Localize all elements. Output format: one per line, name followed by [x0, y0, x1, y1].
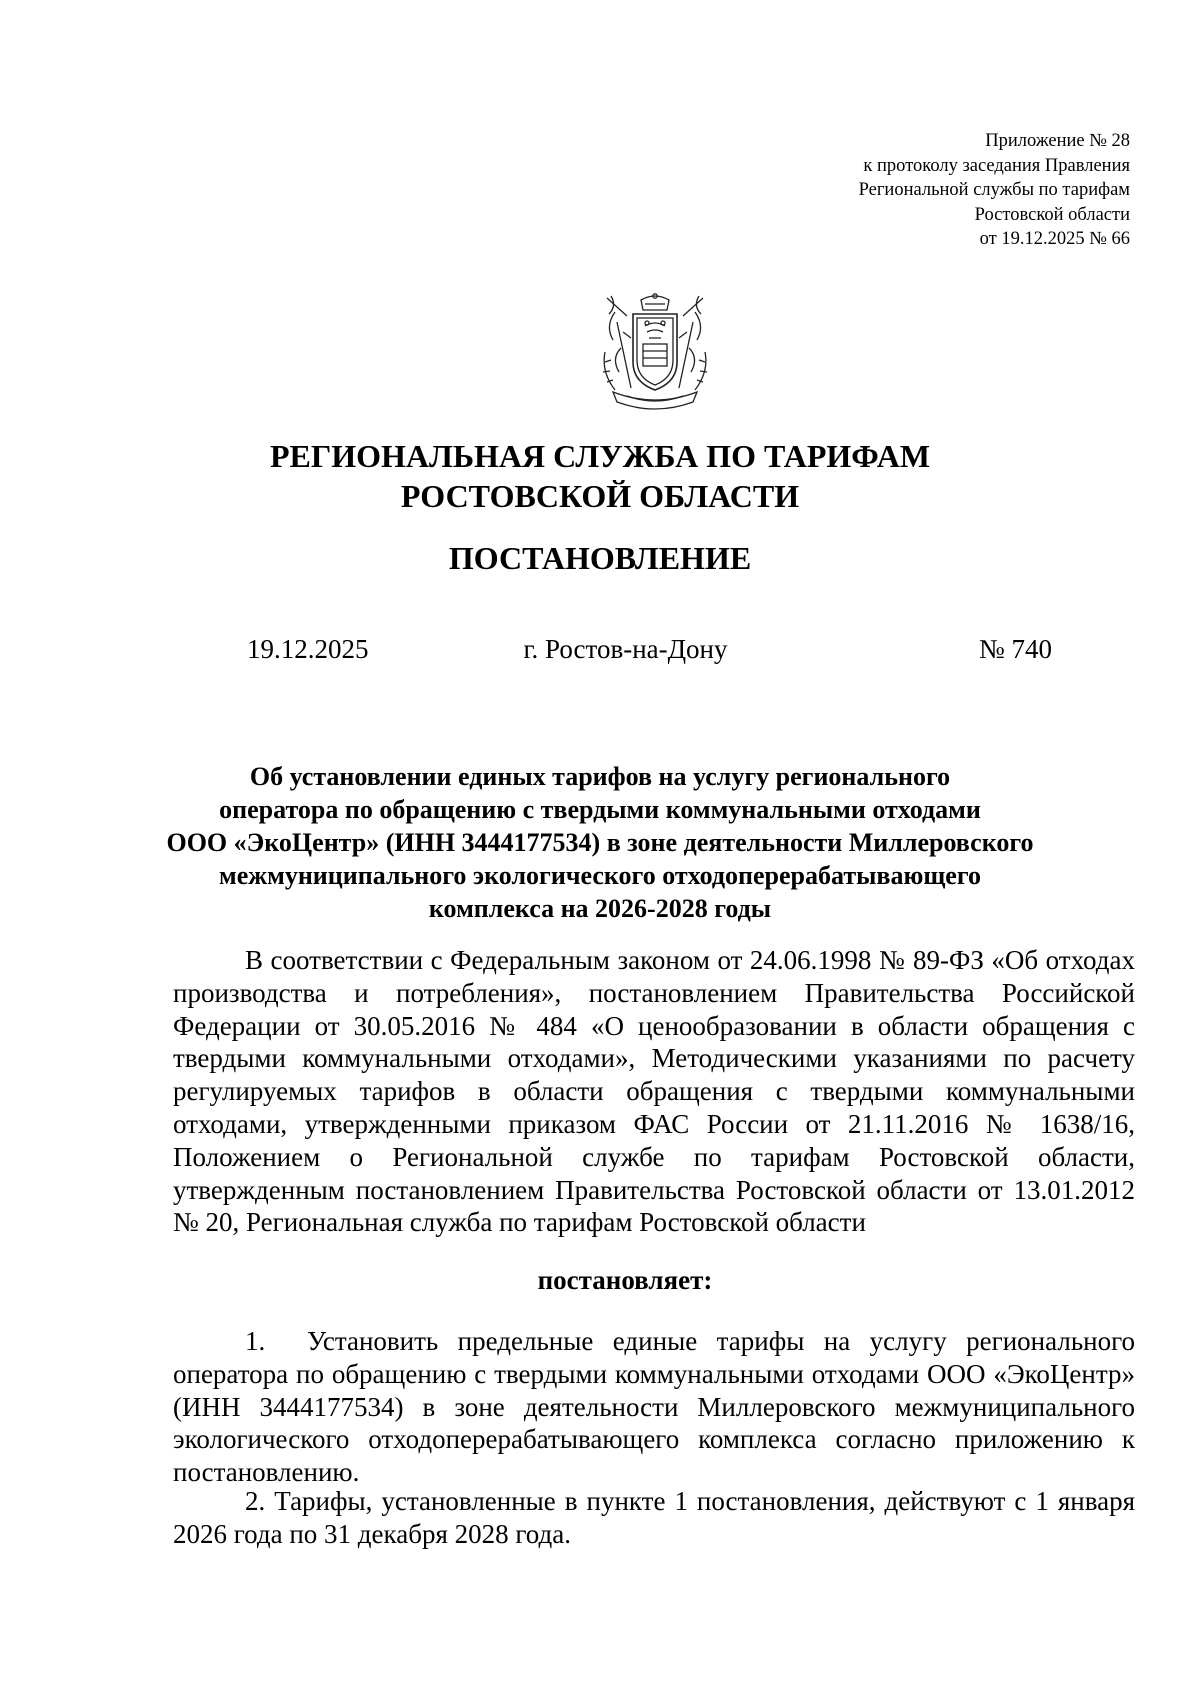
subject-line: оператора по обращению с твердыми коммунальными отходами	[219, 795, 981, 824]
item-number: 2.	[245, 1486, 266, 1516]
organization-name-line: РОСТОВСКОЙ ОБЛАСТИ	[400, 478, 800, 514]
appendix-line: к протоколу заседания Правления	[863, 155, 1130, 176]
decree-number: № 740	[979, 634, 1053, 664]
appendix-line: Ростовской области	[974, 204, 1130, 225]
item-text: Установить предельные единые тарифы на услугу регионального оператора по обращению с твердыми коммунальными отходами ООО «ЭкоЦентр» (ИНН 3444177534) в зоне деятельности Миллеровского межмуниципального экологического отходоперерабатывающего комплекса согласно приложению к постановлению.	[173, 1326, 1135, 1488]
preamble-paragraph: В соответствии с Федеральным законом от 24.06.1998 № 89-ФЗ «Об отходах производства и потребления», постановлением Правительства Российской Федерации от 30.05.2016 № 484 «О ценообразовании в области обращения с твердыми коммунальными отходами», Методическими указаниями по расчету регулируемых тарифов в области обращения с твердыми коммунальными отходами, утвержденными приказом ФАС России от 21.11.2016 № 1638/16, Положением о Региональной службе по тарифам Ростовской области, утвержденным постановлением Правительства Ростовской области от 13.01.2012 № 20, Региональная служба по тарифам Ростовской области	[173, 945, 1135, 1238]
appendix-line: Региональной службы по тарифам	[858, 180, 1130, 200]
item-2-paragraph	[173, 1485, 1135, 1551]
organization-name	[0, 436, 1200, 516]
item-number: 1.	[245, 1326, 266, 1356]
appendix-line: от 19.12.2025 № 66	[979, 229, 1130, 249]
subject-line: Об установлении единых тарифов на услугу регионального	[249, 762, 951, 791]
decree-subject	[150, 760, 1050, 925]
item-1-paragraph	[173, 1325, 1135, 1489]
organization-name-line: РЕГИОНАЛЬНАЯ СЛУЖБА ПО ТАРИФАМ	[269, 438, 931, 474]
resolves-heading: постановляет:	[537, 1265, 713, 1295]
decree-date: 19.12.2025	[247, 634, 369, 664]
appendix-line: Приложение № 28	[985, 131, 1130, 151]
document-type: ПОСТАНОВЛЕНИЕ	[448, 540, 752, 576]
appendix-note	[710, 129, 1130, 252]
rostov-oblast-coat-of-arms-icon	[597, 292, 714, 418]
subject-line: ООО «ЭкоЦентр» (ИНН 3444177534) в зоне деятельности Миллеровского	[166, 828, 1034, 857]
subject-line: комплекса на 2026-2028 годы	[428, 894, 772, 923]
subject-line: межмуниципального экологического отходоперерабатывающего	[219, 861, 981, 890]
item-text: Тарифы, установленные в пункте 1 постановления, действуют с 1 января 2026 года по 31 декабря 2028 года.	[173, 1486, 1135, 1549]
decree-city: г. Ростов-на-Дону	[523, 634, 728, 664]
